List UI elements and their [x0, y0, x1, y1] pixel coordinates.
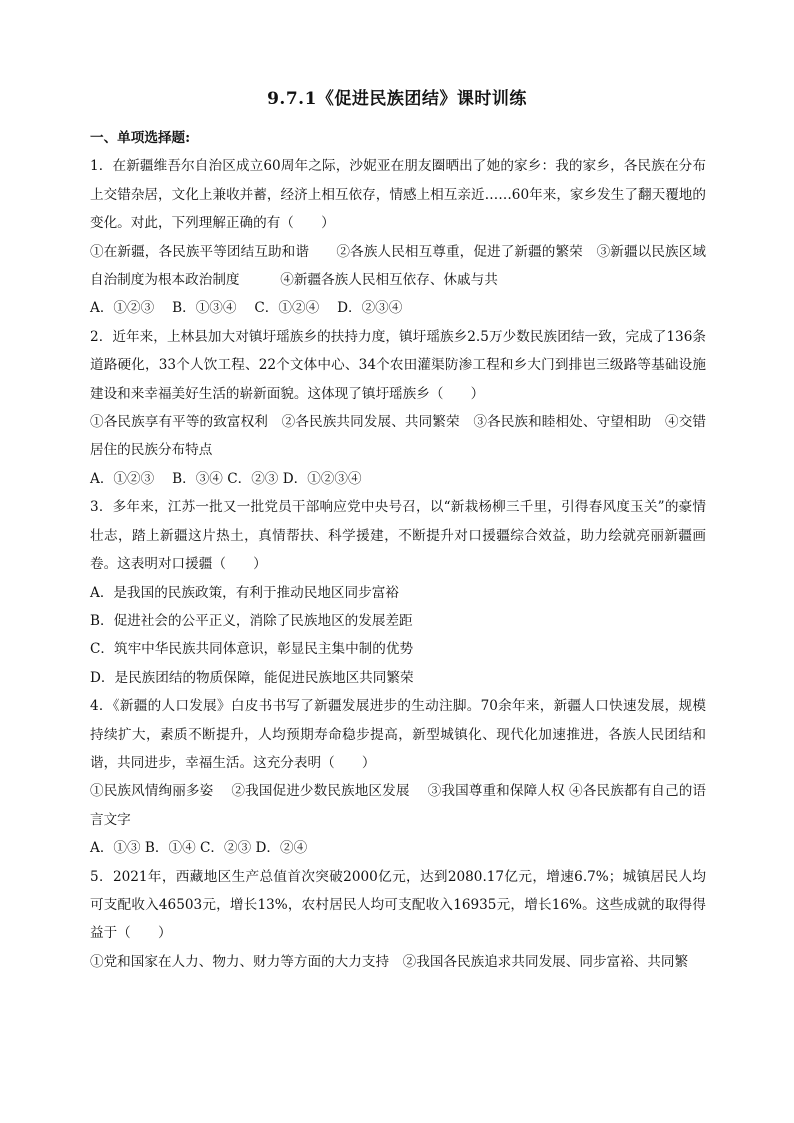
question-1	[90, 152, 706, 322]
question-stem: 4．《新疆的人口发展》白皮书书写了新疆发展进步的生动注脚。70余年来，新疆人口快速发展，规模持续扩大，素质不断提升，人均预期寿命稳步提高，新型城镇化、现代化加速推进，各族人民团结和谐，共同进步，幸福生活。这充分表明（ ）	[90, 698, 706, 771]
question-options: A．①③ B．①④ C．②③ D．②④	[90, 840, 308, 857]
question-options: A．①②③ B．③④ C．②③ D．①②③④	[90, 470, 362, 487]
question-2	[90, 323, 706, 493]
question-statements: ①民族风情绚丽多姿 ②我国促进少数民族地区发展 ③我国尊重和保障人权 ④各民族都有自己的语言文字	[90, 783, 706, 828]
question-4	[90, 692, 706, 862]
option-a: A．是我国的民族政策，有利于推动民地区同步富裕	[90, 584, 399, 601]
question-stem: 1．在新疆维吾尔自治区成立60周年之际，沙妮亚在朋友圈晒出了她的家乡：我的家乡，各民族在分布上交错杂居，文化上兼收并蓄，经济上相互依存，情感上相互亲近……60年来，家乡发生了翻天覆地的变化。对此，下列理解正确的有（ ）	[90, 158, 706, 232]
question-stem: 2．近年来，上林县加大对镇圩瑶族乡的扶持力度，镇圩瑶族乡2.5万少数民族团结一致，完成了136条道路硬化，33个人饮工程、22个文体中心、34个农田灌渠防渗工程和乡大门到排岜三级路等基础设施建设和来幸福美好生活的崭新面貌。这体现了镇圩瑶族乡（ ）	[90, 328, 706, 402]
option-b: B．促进社会的公平正义，消除了民族地区的发展差距	[90, 612, 413, 629]
question-options: A．①②③ B．①③④ C．①②④ D．②③④	[90, 300, 403, 317]
document-body	[90, 124, 706, 976]
question-stem: 3．多年来，江苏一批又一批党员干部响应党中央号召，以“新栽杨柳三千里，引得春风度玉关”的豪情壮志，踏上新疆这片热土，真情帮扶、科学援建，不断提升对口援疆综合效益，助力绘就亮丽新疆画卷。这表明对口援疆（ ）	[90, 499, 706, 573]
option-c: C．筑牢中华民族共同体意识，彰显民主集中制的优势	[90, 641, 414, 658]
question-5	[90, 863, 706, 977]
document-title: 9.7.1《促进民族团结》课时训练	[267, 89, 527, 109]
question-statements: ①各民族享有平等的致富权利 ②各民族共同发展、共同繁荣 ③各民族和睦相处、守望相助 ④交错居住的民族分布特点	[90, 414, 706, 459]
question-stem: 5．2021年，西藏地区生产总值首次突破2000亿元，达到2080.17亿元，增速6.7%；城镇居民人均可支配收入46503元，增长13%，农村居民人均可支配收入16935元，增长16%。这些成就的取得得益于（ ）	[90, 868, 706, 942]
question-statements: ①在新疆，各民族平等团结互助和谐 ②各族人民相互尊重，促进了新疆的繁荣 ③新疆以民族区域自治制度为根本政治制度 ④新疆各族人民相互依存、休戚与共	[90, 243, 706, 289]
question-statements: ①党和国家在人力、物力、财力等方面的大力支持 ②我国各民族追求共同发展、同步富裕、共同繁	[90, 953, 689, 970]
question-3	[90, 493, 706, 692]
option-d: D．是民族团结的物质保障，能促进民族地区共同繁荣	[90, 669, 414, 686]
section-heading: 一、单项选择题:	[90, 130, 191, 146]
